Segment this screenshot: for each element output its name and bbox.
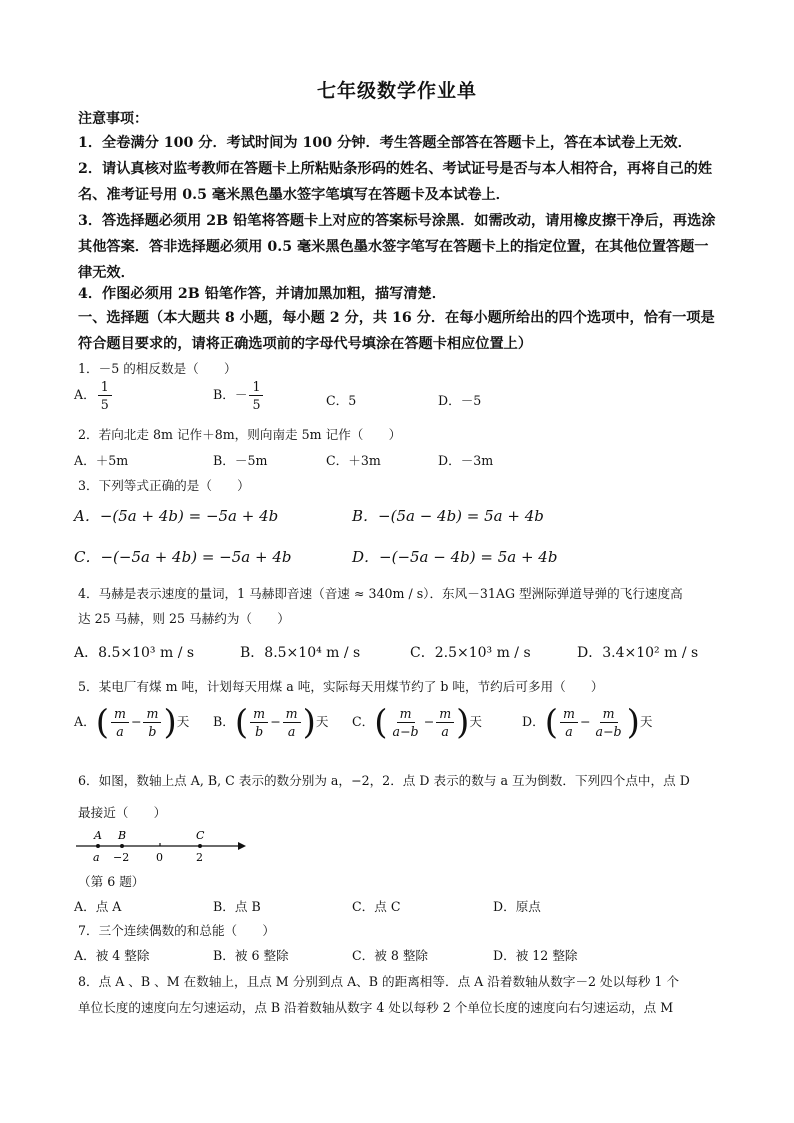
q2-option-a: A．＋5m [74, 453, 129, 468]
q1-option-c: C．5 [326, 393, 357, 408]
q1-stem: 1．－5 的相反数是（ ） [78, 361, 237, 376]
q5-option-d: D．( $\frac{m}{a}$ − $\frac{m}{a-b}$ )天 [522, 702, 653, 743]
q7-option-a: A．被 4 整除 [74, 948, 150, 963]
q7-option-b: B．被 6 整除 [213, 948, 289, 963]
q6-figure-caption: （第 6 题） [78, 874, 145, 889]
tick-label-neg2: −2 [113, 851, 130, 864]
page-title: 七年级数学作业单 [316, 80, 477, 102]
q6-option-b: B．点 B [213, 899, 261, 914]
q1-option-b: B．－ $\frac{1}{5}$ [213, 378, 265, 413]
q3-option-c: C．−(−5a + 4b) = −5a + 4b [74, 548, 292, 566]
q4-stem-line-2: 达 25 马赫，则 25 马赫约为（ ） [78, 611, 290, 626]
point-c-dot [198, 844, 202, 848]
q3-stem: 3．下列等式正确的是（ ） [78, 478, 250, 493]
notice-item-2: 2．请认真核对监考教师在答题卡上所粘贴条形码的姓名、考试证号是否与本人相符合，再将自己的姓名、准考证号用 0.5 毫米黑色墨水签字笔填写在答题卡及本试卷上． [78, 161, 713, 203]
q7-stem: 7．三个连续偶数的和总能（ ） [78, 923, 275, 938]
q6-stem-line-1: 6．如图，数轴上点 A, B, C 表示的数分别为 a，−2，2．点 D 表示的数与 a 互为倒数．下列四个点中，点 D [78, 773, 690, 788]
notice-item-1: 1．全卷满分 100 分．考试时间为 100 分钟．考生答题全部答在答题卡上，答在本试卷上无效． [78, 135, 692, 151]
number-line-arrow [238, 842, 246, 850]
q6-stem-line-2: 最接近（ ） [78, 805, 167, 820]
q6-option-a: A．点 A [74, 899, 122, 914]
q5-stem: 5．某电厂有煤 m 吨，计划每天用煤 a 吨，实际每天用煤节约了 b 吨，节约后可多用（ ） [78, 679, 604, 694]
tick-label-0: 0 [156, 851, 163, 864]
notice-heading: 注意事项： [78, 111, 148, 127]
q6-option-c: C．点 C [352, 899, 401, 914]
notice-item-4: 4．作图必须用 2B 铅笔作答，并请加黑加粗，描写清楚． [78, 286, 446, 302]
tick-label-2: 2 [196, 851, 203, 864]
q7-option-c: C．被 8 整除 [352, 948, 429, 963]
q2-option-d: D．－3m [438, 453, 494, 468]
q4-stem-line-1: 4．马赫是表示速度的量词，1 马赫即音速（音速 ≈ 340m / s）．东风－31AG 型洲际弹道导弹的飞行速度高 [78, 586, 683, 601]
q4-option-d: D．3.4×10² m / s [577, 645, 699, 661]
q4-option-b: B．8.5×10⁴ m / s [240, 645, 361, 661]
q4-option-c: C．2.5×10³ m / s [410, 645, 531, 661]
label-b: B [118, 829, 127, 842]
q3-option-a: A．−(5a + 4b) = −5a + 4b [74, 507, 279, 525]
q2-option-b: B．－5m [213, 453, 268, 468]
q8-stem-line-2: 单位长度的速度向左匀速运动，点 B 沿着数轴从数字 4 处以每秒 2 个单位长度的速度向右匀速运动，点 M [78, 1000, 674, 1015]
point-a-dot [96, 844, 100, 848]
section-1-heading: 一、选择题（本大题共 8 小题，每小题 2 分，共 16 分．在每小题所给出的四个选项中，恰有一项是符合题目要求的，请将正确选项前的字母代号填涂在答题卡相应位置上） [78, 310, 715, 352]
label-c: C [196, 829, 205, 842]
q7-option-d: D．被 12 整除 [493, 948, 578, 963]
q6-option-d: D．原点 [493, 899, 541, 914]
q5-option-c: C．( $\frac{m}{a-b}$ − $\frac{m}{a}$ )天 [352, 702, 482, 743]
q1-option-a: A． $\frac{1}{5}$ [74, 378, 114, 413]
q4-option-a: A．8.5×10³ m / s [74, 645, 195, 661]
q3-option-b: B．−(5a − 4b) = 5a + 4b [352, 507, 544, 525]
q5-option-a: A．( $\frac{m}{a}$ − $\frac{m}{b}$ )天 [74, 702, 190, 743]
notice-item-3: 3．答选择题必须用 2B 铅笔将答题卡上对应的答案标号涂黑．如需改动，请用橡皮擦干净后，再选涂其他答案．答非选择题必须用 0.5 毫米黑色墨水签字笔写在答题卡上的指定位置，在其他位置答题一律无效． [78, 213, 716, 281]
q3-option-d: D．−(−5a − 4b) = 5a + 4b [352, 548, 558, 566]
point-b-dot [120, 844, 124, 848]
q2-option-c: C．＋3m [326, 453, 381, 468]
q2-stem: 2．若向北走 8m 记作＋8m，则向南走 5m 记作（ ） [78, 427, 402, 442]
q8-stem-line-1: 8．点 A 、B 、M 在数轴上，且点 M 分别到点 A、B 的距离相等．点 A 沿着数轴从数字－2 处以每秒 1 个 [78, 974, 680, 989]
label-a: A [94, 829, 102, 842]
q5-option-b: B．( $\frac{m}{b}$ − $\frac{m}{a}$ )天 [213, 702, 329, 743]
tick-label-a: a [93, 851, 100, 864]
number-line-figure [74, 826, 254, 868]
q1-option-d: D．－5 [438, 393, 482, 408]
